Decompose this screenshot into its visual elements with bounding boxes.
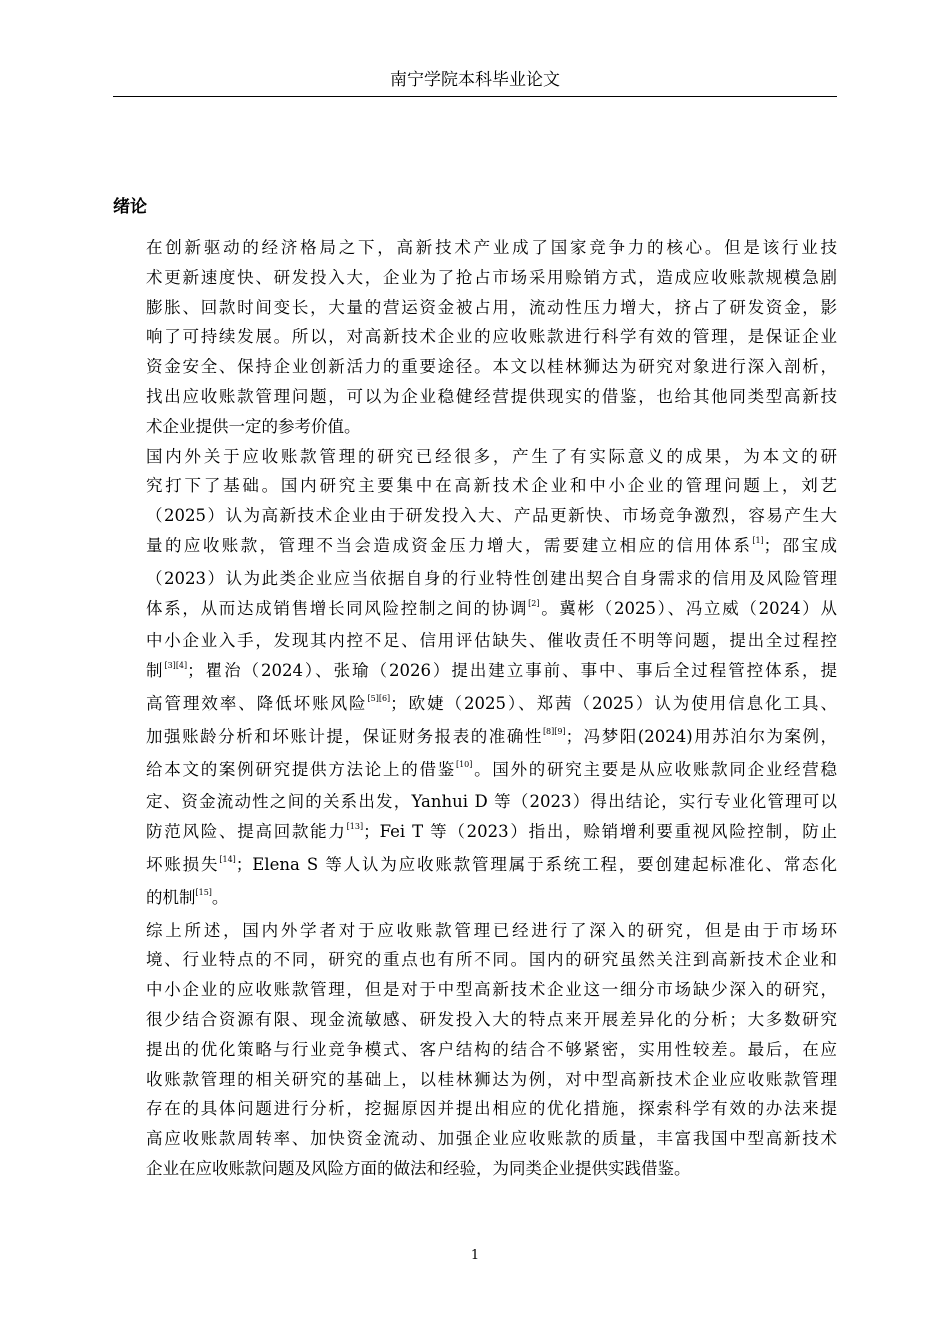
text-run: 给本文的案例研究提供方法论上的借鉴 xyxy=(146,759,456,779)
text-run: 。国外的研究主要是从应收账款同企业经营稳 xyxy=(472,759,838,779)
citation-ref: [4] xyxy=(175,661,188,671)
text-line xyxy=(113,817,837,850)
text-line: 在创新驱动的经济格局之下，高新技术产业成了国家竞争力的核心。但是该行业技 xyxy=(146,238,837,257)
text-run: 。 xyxy=(211,887,229,907)
text-run: ；Fei T 等（2023）指出，赊销增利要重视风险控制，防止 xyxy=(363,822,838,842)
citation-ref: [6] xyxy=(378,693,391,703)
citation-ref: [9] xyxy=(554,726,566,736)
citation-ref: [15] xyxy=(195,887,212,897)
text-line xyxy=(113,656,837,689)
text-line: 企业在应收账款问题及风险方面的做法和经验，为同类企业提供实践借鉴。 xyxy=(146,1158,691,1178)
text-line: 国内外关于应收账款管理的研究已经很多，产生了有实际意义的成果，为本文的研 xyxy=(146,446,837,466)
page-number: 1 xyxy=(470,1248,480,1263)
paragraph-1 xyxy=(113,233,837,442)
text-line: 定、资金流动性之间的关系出发，Yanhui D 等（2023）得出结论，实行专业化管理可以 xyxy=(146,792,837,812)
text-line: （2023）认为此类企业应当依据自身的行业特性创建出契合自身需求的信用及风险管理 xyxy=(146,568,837,588)
text-run: ；瞿治（2024）、张瑜（2026）提出建立事前、事中、事后全过程管控体系，提 xyxy=(187,661,838,681)
text-line: 存在的具体问题进行分析，挖掘原因并提出相应的优化措施，探索科学有效的办法来提 xyxy=(146,1099,837,1119)
text-run: 的机制 xyxy=(146,887,196,907)
text-line xyxy=(113,722,837,755)
text-run: 体系，从而达成销售增长同风险控制之间的协调 xyxy=(146,598,529,618)
text-run: 坏账损失 xyxy=(146,854,220,874)
page-header xyxy=(113,66,837,97)
text-line: 中小企业入手，发现其内控不足、信用评估缺失、催收责任不明等问题，提出全过程控 xyxy=(146,631,837,651)
text-line: 术企业提供一定的参考价值。 xyxy=(146,416,361,436)
text-line: 响了可持续发展。所以，对高新技术企业的应收账款进行科学有效的管理，是保证企业 xyxy=(146,327,837,347)
citation-ref: [5] xyxy=(367,693,379,703)
text-line: 术更新速度快、研发投入大，企业为了抢占市场采用赊销方式，造成应收账款规模急剧 xyxy=(146,267,837,287)
citation-ref: [14] xyxy=(219,854,236,864)
text-line xyxy=(113,689,837,722)
text-line: 境、行业特点的不同，研究的重点也有所不同。国内的研究虽然关注到高新技术企业和 xyxy=(146,950,837,970)
text-run: ；Elena S 等人认为应收账款管理属于系统工程，要创建起标准化、常态化 xyxy=(235,854,838,874)
text-line xyxy=(113,755,837,788)
text-line xyxy=(113,594,837,627)
citation-ref: [2] xyxy=(528,598,540,608)
citation-ref: [1] xyxy=(752,535,764,545)
text-line: 收账款管理的相关研究的基础上，以桂林狮达为例，对中型高新技术企业应收账款管理 xyxy=(146,1069,837,1089)
text-run: 量的应收账款，管理不当会造成资金压力增大，需要建立相应的信用体系 xyxy=(146,535,753,555)
text-line: 究打下了基础。国内研究主要集中在高新技术企业和中小企业的管理问题上，刘艺 xyxy=(146,476,837,496)
paragraph-3 xyxy=(113,916,837,1184)
body-text xyxy=(113,233,837,1184)
text-line: 中小企业的应收账款管理，但是对于中型高新技术企业这一细分市场缺少深入的研究， xyxy=(146,980,837,1000)
paragraph-2 xyxy=(113,442,837,916)
section-title: 绪论 xyxy=(113,197,147,217)
text-run: 制 xyxy=(146,661,165,681)
citation-ref: [13] xyxy=(346,822,364,832)
text-line xyxy=(113,883,837,916)
text-line: 资金安全、保持企业创新活力的重要途径。本文以桂林狮达为研究对象进行深入剖析， xyxy=(146,357,837,377)
text-run: ；邵宝成 xyxy=(763,535,838,555)
text-line: （2025）认为高新技术企业由于研发投入大、产品更新快、市场竞争激烈，容易产生大 xyxy=(146,506,837,526)
text-run: 加强账龄分析和坏账计提，保证财务报表的准确性 xyxy=(146,726,543,746)
text-line: 高应收账款周转率、加快资金流动、加强企业应收账款的质量，丰富我国中型高新技术 xyxy=(146,1129,837,1149)
text-line: 综上所述，国内外学者对于应收账款管理已经进行了深入的研究，但是由于市场环 xyxy=(146,920,837,940)
text-line xyxy=(113,850,837,883)
text-run: 高管理效率、降低坏账风险 xyxy=(146,693,368,713)
header-title: 南宁学院本科毕业论文 xyxy=(390,70,560,90)
text-line: 很少结合资源有限、现金流敏感、研发投入大的特点来开展差异化的分析；大多数研究 xyxy=(146,1009,837,1029)
text-run: 。冀彬（2025）、冯立威（2024）从 xyxy=(539,598,838,618)
citation-ref: [8] xyxy=(542,726,555,736)
citation-ref: [3] xyxy=(164,661,176,671)
text-run: 防范风险、提高回款能力 xyxy=(146,822,347,842)
text-line xyxy=(113,531,837,564)
text-line: 找出应收账款管理问题，可以为企业稳健经营提供现实的借鉴，也给其他同类型高新技 xyxy=(146,386,837,406)
text-line: 膨胀、回款时间变长，大量的营运资金被占用，流动性压力增大，挤占了研发资金，影 xyxy=(146,297,837,317)
text-run: ；冯梦阳(2024)用苏泊尔为案例， xyxy=(565,726,837,746)
text-line: 提出的优化策略与行业竞争模式、客户结构的结合不够紧密，实用性较差。最后，在应 xyxy=(146,1039,837,1059)
citation-ref: [10] xyxy=(455,759,473,769)
text-run: ；欧婕（2025）、郑茜（2025）认为使用信息化工具、 xyxy=(390,693,837,713)
